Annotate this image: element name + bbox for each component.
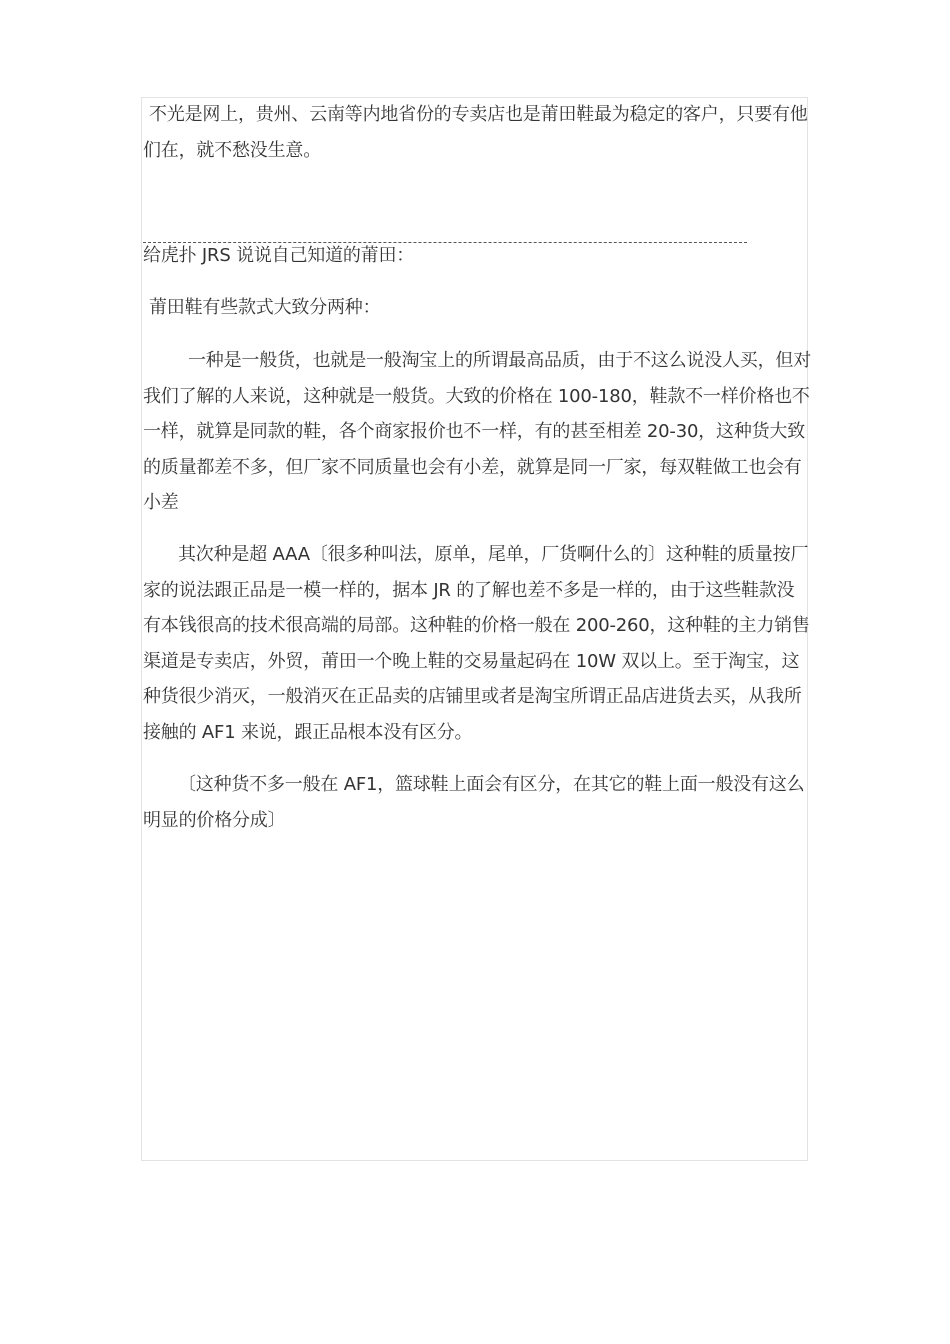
type-one-paragraph: 一种是一般货，也就是一般淘宝上的所谓最高品质，由于不这么说没人买，但对我们了解的人来说，这种就是一般货。大致的价格在 100-180，鞋款不一样价格也不一样，就算是同款的鞋，各个商家报价也不一样，有的甚至相差 20-30，这种货大致的质量都差不多，但厂家不同质量也会有小差，就算是同一厂家，每双鞋做工也会有小差 [143, 350, 811, 513]
section-heading: 给虎扑 JRS 说说自己知道的莆田： [143, 245, 415, 266]
type-two-paragraph: 其次种是超 AAA〔很多种叫法，原单，尾单，厂货啊什么的〕这种鞋的质量按厂家的说法跟正品是一模一样的，据本 JR 的了解也差不多是一样的，由于这些鞋款没有本钱很高的技术很高端的局部。这种鞋的价格一般在 200-260，这种鞋的主力销售渠道是专卖店，外贸，莆田一个晚上鞋的交易量起码在 10W 双以上。至于淘宝，这种货很少消灭，一般消灭在正品卖的店铺里或者是淘宝所谓正品店进货去买，从我所接触的 AF1 来说，跟正品根本没有区分。 [143, 544, 810, 743]
types-title-paragraph: 莆田鞋有些款式大致分两种： [149, 297, 381, 318]
intro-paragraph: 不光是网上，贵州、云南等内地省份的专卖店也是莆田鞋最为稳定的客户，只要有他们在，就不愁没生意。 [143, 104, 808, 161]
note-paragraph: 〔这种货不多一般在 AF1，篮球鞋上面会有区分，在其它的鞋上面一般没有这么明显的价格分成〕 [143, 774, 805, 831]
